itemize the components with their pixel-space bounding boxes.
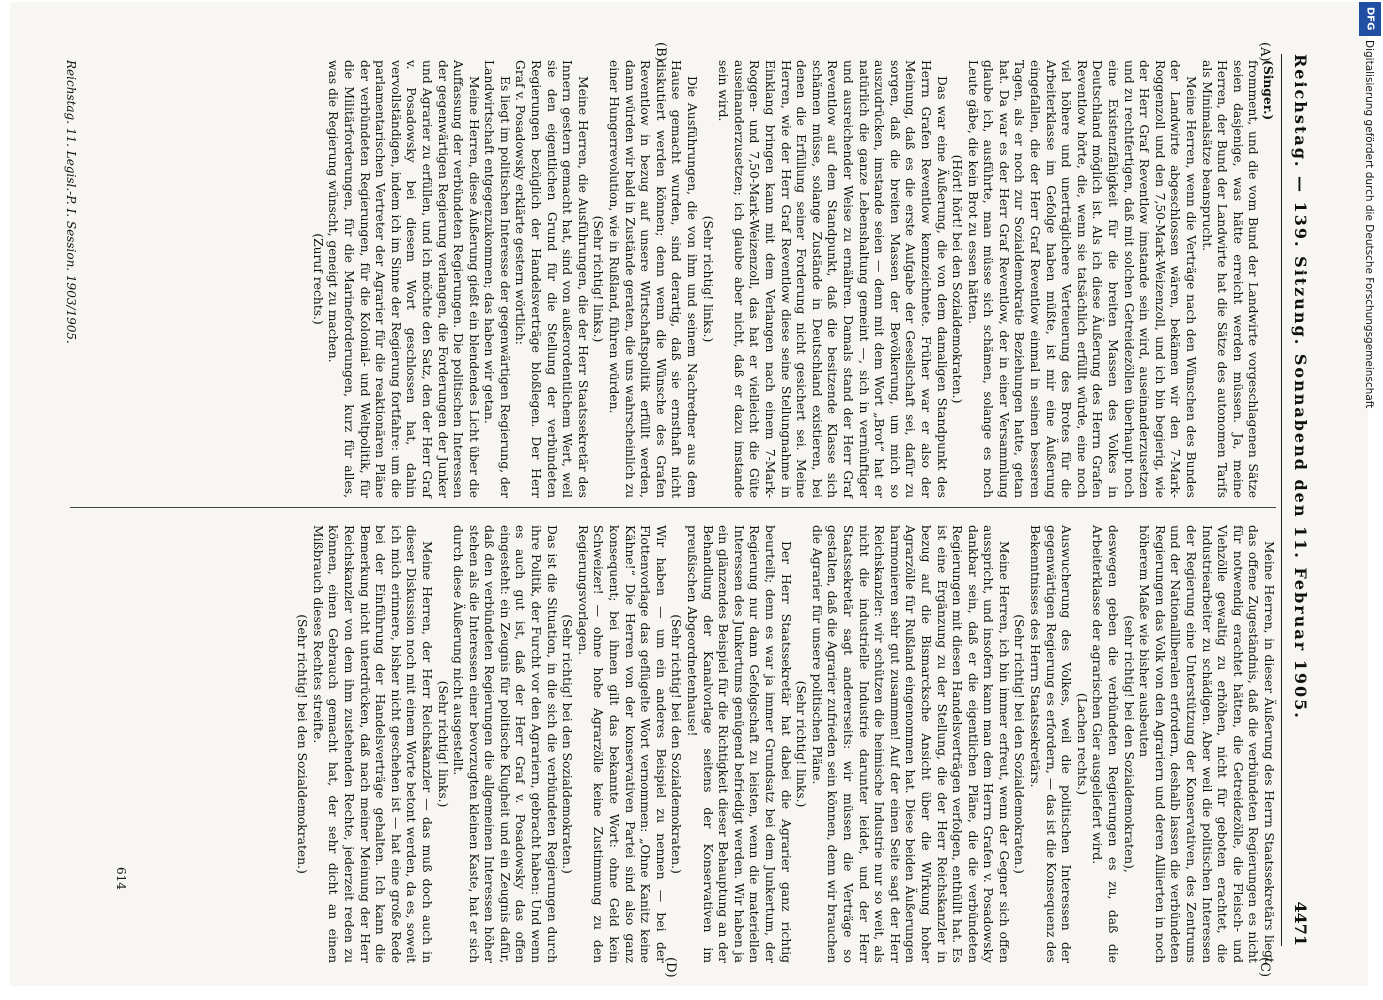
paragraph: deswegen geben die verbündeten Regierungen es zu, daß die Arbeiterklasse der agrarischen Gier ausgeliefert wird. xyxy=(1090,525,1121,963)
printer-signature: 614 xyxy=(114,867,128,890)
left-column xyxy=(309,60,1276,498)
interjection: (Hört! hört! bei den Sozialdemokraten.) xyxy=(950,154,965,404)
interjection: (Sehr richtig! links.) xyxy=(435,680,450,808)
paragraph: Es liegt im politischen Interesse der gegenwärtigen Regierung, der Landwirtschaft entgegenzukommen; das haben wir getan. xyxy=(482,60,512,498)
paragraph: Auswucherung des Volkes, weil die politischen Interessen der gegenwärtigen Regierung es erfordern, — das ist die Konsequenz des Bekenntnisses des Herrn Staatssekretärs. xyxy=(1028,525,1074,963)
interjection: (Zuruf rechts.) xyxy=(310,233,325,325)
interjection: (Sehr richtig! bei den Sozialdemokraten.) xyxy=(295,614,310,874)
interjection: (Lachen rechts.) xyxy=(1074,692,1089,796)
column-divider xyxy=(70,507,1276,508)
dfg-logo-icon: DFG xyxy=(1359,2,1381,36)
paragraph: Der Herr Staatssekretär hat dabei die Agrarier ganz richtig beurteilt; denn es war ja immer Grundsatz bei dem Junkertum, der Regierung nur dann Gefolgschaft zu leisten, wenn die materiellen Interessen des Junkertums genügend befriedigt werden. Wir haben ja ein glänzendes Beispiel für die Richtigkeit dieser Behauptung an der Behandlung der Kanalvorlage seitens der Konservativen im preußischen Abgeordnetenhause! xyxy=(685,525,793,963)
interjection: (Sehr richtig! links.) xyxy=(591,215,606,343)
margin-marker-a: (A) xyxy=(1257,42,1272,62)
paragraph: Meine Herren, der Herr Reichskanzler — das muß doch auch in dieser Diskussion noch mit einem Worte betont werden, da es, soweit ich mich erinnere, bisher nicht geschehen ist — hat eine große Rede bei der Einführung der Handelsverträge gehalten. Ich kann die Bemerkung nicht unterdrücken, daß nach meiner Meinung der Herr Reichskanzler von dem ihm zustehenden Rechte, jederzeit reden zu können, einen Gebrauch gemacht hat, der sehr dicht an einen Mißbrauch dieses Rechtes streifte. xyxy=(310,525,434,963)
interjection: (Sehr richtig! bei den Sozialdemokraten.) xyxy=(1012,614,1027,874)
interjection: (Sehr richtig! bei den Sozialdemokraten.) xyxy=(669,614,684,874)
interjection: (Sehr richtig! links.) xyxy=(794,680,809,808)
paragraph: Die Ausführungen, die von ihm und seinem Nachredner aus dem Hause gemacht wurden, sind derartig, daß sie ernsthaft nicht diskutiert werden können; denn wenn die Wünsche des Grafen Reventlow in bezug auf unsere Wirtschaftspolitik erfüllt werden, dann würden wir bald in Zustände geraten, die uns wahrscheinlich zu einer Hungerrevolution, wie in Rußland, führen würden. xyxy=(607,60,700,498)
margin-marker-d: (D) xyxy=(663,957,678,978)
interjection: (sehr richtig! bei den Sozialdemokraten), xyxy=(1121,615,1136,873)
paragraph: Meine Herren, diese Äußerung gießt ein blendendes Licht über die Auffassung der verbündeten Regierungen. Die politischen Interessen der gegenwärtigen Regierung verlangen, die Forderungen der Junker und Agrarier zu erfüllen, und ich möchte den Satz, den der Herr Graf v. Posadowsky bei diesem Wort geschlossen hat, dahin vervollständigen, indem ich im Sinne der Regierung fortfahre: um die parlamentarischen Vertreter der Agrarier für die reaktionären Pläne der verbündeten Regierungen, für die Kolonial- und Weltpolitik, für die Militärforderungen, für die Marineforderungen, kurz für alles, was die Regierung wünscht, geneigt zu machen. xyxy=(326,60,481,498)
paragraph: Das ist die Situation, in die sich die verbündeten Regierungen durch ihre Politik, der Furcht vor den Agrariern, gebracht haben: Und wenn es auch gut ist, daß der Herr Graf v. Posadowsky das offen eingesteht: ein Zeugnis für politische Klugheit und ein Zeugnis dafür, daß den verbündeten Regierungen die allgemeinen Interessen höher stehen als die Interessen einer bevorzugten kleinen Kaste, hat er sich durch diese Äußerung nicht ausgestellt. xyxy=(451,525,559,963)
right-column xyxy=(294,525,1276,963)
page-header xyxy=(1286,54,1310,946)
paragraph: Meine Herren, wenn die Verträge nach den Wünschen des Bundes der Landwirte abgeschlossen wären, bekämen wir den 7-Mark-Roggenzoll und den 7,50-Mark-Weizenzoll, und ich bin begierig, wie der Herr Graf Reventlow imstande sein wird, auseinanderzusetzen und zu rechtfertigen, daß mit solchen Getreidezöllen überhaupt noch eine Existenzfähigkeit für die breiten Massen des Volkes in Deutschland möglich ist. Als ich diese Äußerung des Herrn Grafen Reventlow hörte, die, wenn sie tatsächlich erfüllt würde, eine noch viel höhere und unerträglichere Verteuerung des Brotes für die Arbeiterklasse im Gefolge haben müßte, ist mir eine Äußerung eingefallen, die der Herr Graf Reventlow einmal in seinen besseren Tagen, als er noch zur Sozialdemokratie Beziehungen hatte, getan hat. Da war es der Herr Graf Reventlow, der in einer Versammlung glaube ich, ausführte, man müsse sich schämen, solange es noch Leute gäbe, die kein Brot zu essen hätten. xyxy=(965,60,1199,498)
header-title: Reichstag. — 139. Sitzung. Sonnabend den 11. Februar 1905. xyxy=(1291,54,1310,720)
margin-marker-c: (C) xyxy=(1257,957,1272,978)
page-number: 4471 xyxy=(1291,901,1310,946)
interjection: (Sehr richtig! links.) xyxy=(700,215,715,343)
scanned-page xyxy=(10,2,1368,986)
paragraph: Das war eine Äußerung, die von dem damaligen Standpunkt des Herrn Grafen Reventlow kennzeichnete. Früher war er also der Meinung, daß es die erste Aufgabe der Gesellschaft sei, dafür zu sorgen, daß die breiten Massen der Bevölkerung, um mich so auszudrücken, imstande seien — denn mit dem Wort „Brot“ hat er natürlich die ganze Lebenshaltung gemeint —, sich in vernünftiger und ausreichender Weise zu ernähren. Damals stand der Herr Graf Reventlow auf dem Standpunkt, daß die besitzende Klasse sich schämen müsse, solange Zustände in Deutschland existieren, bei denen die Erfüllung seiner Forderung nicht gesichert sei. Meine Herren, wie der Herr Graf Reventlow diese seine Stellungnahme in Einklang bringen kann mit dem Verlangen nach einem 7-Mark-Roggen- und 7,50-Mark-Weizenzoll, das hat er vielleicht die Güte auseinanderzusetzen; ich glaube aber nicht, daß er dazu imstande sein wird. xyxy=(716,60,949,498)
paragraph: Meine Herren, in dieser Äußerung des Herrn Staatssekretärs liegt das offene Zugeständnis, daß die verbündeten Regierungen es nicht für notwendig erachtet hätten, die Getreidezölle, die Fleisch- und Viehzölle gewaltig zu erhöhen, nicht für geboten erachtet, die Industriearbeiter zu schädigen. Aber weil die politischen Interessen der Regierung eine Unterstützung der Konservativen, des Zentrums und der Nationalliberalen erfordern, deshalb lassen die verbündeten Regierungen das Volk von den Agrariern und deren Alliierten in noch höherem Maße wie bisher ausbeuten xyxy=(1137,525,1276,963)
paragraph: Meine Herren, ich bin immer erfreut, wenn der Gegner sich offen ausspricht, und insofern kann man dem Herrn Grafen v. Posadowsky dankbar sein, daß er die eigentlichen Pläne, die die verbündeten Regierungen mit diesen Handelsverträgen verfolgen, enthüllt hat. Es ist eine Ergänzung zu der Stellung, die der Herr Reichskanzler in bezug auf die Bismarcksche Ansicht über die Wirkung hoher Agrarzölle für Rußland eingenommen hat. Diese beiden Äußerungen harmonieren sehr gut zusammen! Auf der einen Seite sagt der Herr Reichskanzler: wir schützen die heimische Industrie nur so weit, als nicht die industrielle Industrie darunter leidet, und der Herr Staatssekretär sagt andererseits: wir müssen die Verträge so gestalten, daß die Agrarier zufrieden sein können, denn wir brauchen die Agrarier für unsere politischen Pläne. xyxy=(809,525,1011,963)
dfg-credit-strip xyxy=(1357,0,1383,1000)
page-footer: Reichstag. 11. Legisl.-P. I. Session. 1903/1905. xyxy=(64,60,78,344)
paragraph: fromment, und die vom Bund der Landwirte vorgeschlagenen Sätze seien dasjenige, was hätte erreicht werden müssen. Ja, meine Herren, der Bund der Landwirte hat die Sätze des autonomen Tarifs als Minimalsätze beansprucht. xyxy=(1199,60,1261,498)
margin-marker-b: (B) xyxy=(653,42,668,62)
paragraph: Wir haben — um ein anderes Beispiel zu nennen — bei der Flottenvorlage das geflügelte Wort vernommen: „Ohne Kanitz keine Kähne!“ Die Herren von der konservativen Partei sind also ganz konsequent; bei ihnen gilt das bekannte Wort: ohne Geld kein Schweizer! — ohne hohe Agrarzölle keine Zustimmung zu den Regierungsvorlagen. xyxy=(575,525,668,963)
interjection: (Sehr richtig! bei den Sozialdemokraten.) xyxy=(560,614,575,874)
paragraph: Meine Herren, die Ausführungen, die der Herr Staatssekretär des Innern gestern gemacht hat, sind von außerordentlichem Wert, weil sie den eigentlichen Grund für die Stellung der verbündeten Regierungen bezüglich der Handelsverträge bloßlegen. Der Herr Graf v. Posadowsky erklärte gestern wörtlich: xyxy=(513,60,590,498)
header-rule xyxy=(1281,54,1282,946)
speaker-name: (Singer.) xyxy=(1261,60,1276,121)
dfg-credit-text: Digitalisierung gefördert durch die Deutsche Forschungsgemeinschaft xyxy=(1363,40,1375,409)
